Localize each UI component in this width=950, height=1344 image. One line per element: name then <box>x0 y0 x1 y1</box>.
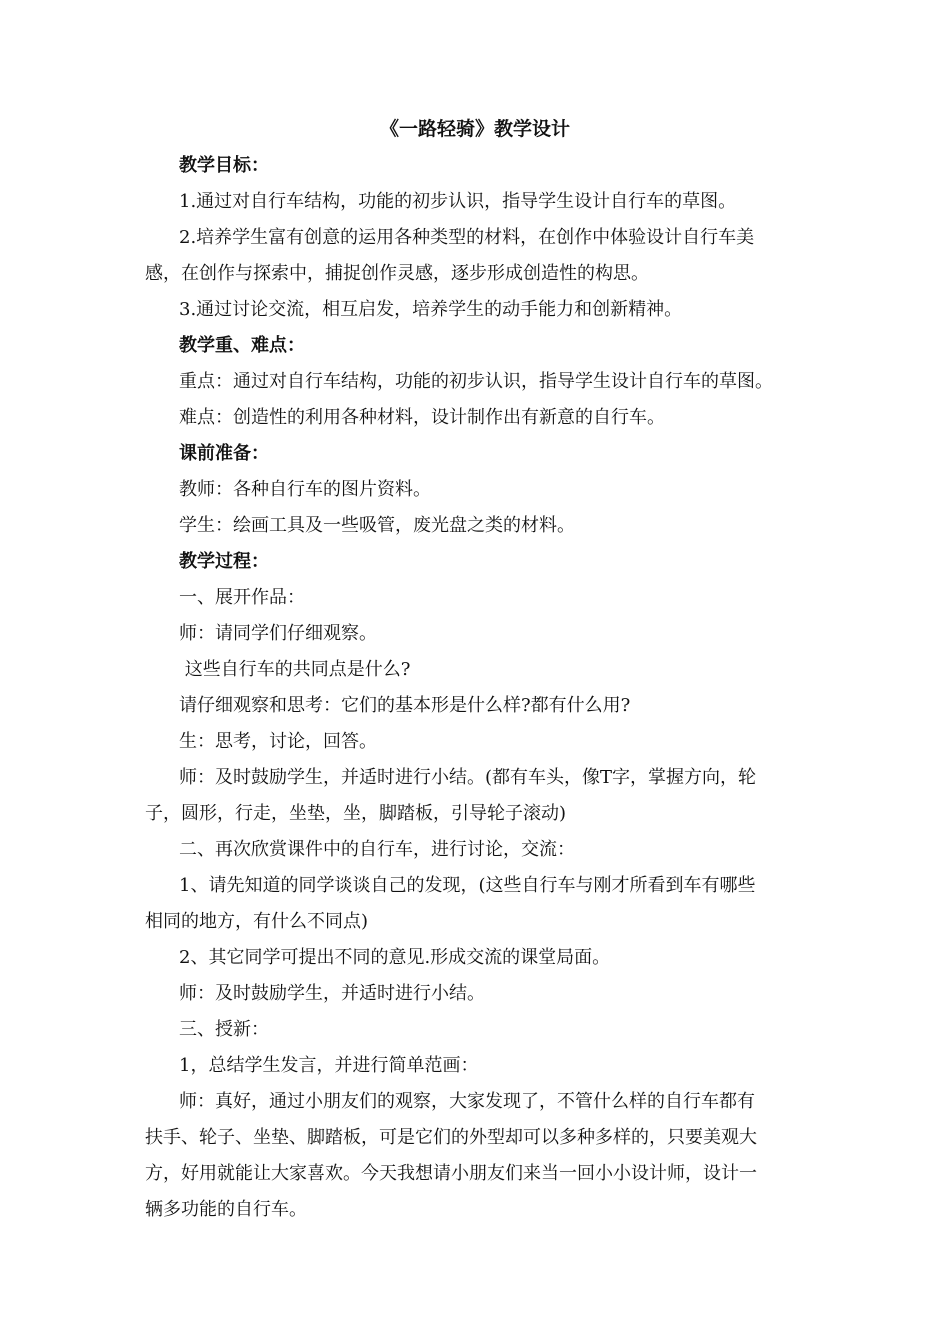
paragraph-line: 师：及时鼓励学生，并适时进行小结。(都有车头，像T字，掌握方向，轮 <box>179 767 757 788</box>
paragraph-line: 师：及时鼓励学生，并适时进行小结。 <box>179 983 485 1004</box>
paragraph-line: 辆多功能的自行车。 <box>145 1199 307 1220</box>
paragraph-line: 师：真好，通过小朋友们的观察，大家发现了，不管什么样的自行车都有 <box>179 1091 755 1112</box>
paragraph-line: 一、展开作品： <box>179 587 305 608</box>
paragraph-line: 二、再次欣赏课件中的自行车，进行讨论，交流： <box>179 839 575 860</box>
paragraph-line: 教师：各种自行车的图片资料。 <box>179 479 431 500</box>
paragraph-line: 生：思考，讨论，回答。 <box>179 731 377 752</box>
paragraph-line: 1.通过对自行车结构，功能的初步认识，指导学生设计自行车的草图。 <box>179 191 737 212</box>
paragraph-line: 三、授新： <box>179 1019 269 1040</box>
document-title: 《一路轻骑》教学设计 <box>379 118 570 140</box>
heading-process: 教学过程： <box>179 551 269 572</box>
paragraph-line: 相同的地方，有什么不同点) <box>145 911 369 932</box>
paragraph-line: 师：请同学们仔细观察。 <box>179 623 377 644</box>
paragraph-line: 2.培养学生富有创意的运用各种类型的材料，在创作中体验设计自行车美 <box>179 227 755 248</box>
heading-preparation: 课前准备： <box>179 443 269 464</box>
heading-key-points: 教学重、难点： <box>179 335 305 356</box>
paragraph-line: 请仔细观察和思考：它们的基本形是什么样?都有什么用? <box>179 695 631 716</box>
paragraph-line: 这些自行车的共同点是什么? <box>179 659 411 680</box>
heading-teaching-goals: 教学目标： <box>179 155 269 176</box>
paragraph-line: 感，在创作与探索中，捕捉创作灵感，逐步形成创造性的构思。 <box>145 263 649 284</box>
paragraph-line: 1，总结学生发言，并进行简单范画： <box>179 1055 479 1076</box>
paragraph-line: 子，圆形，行走，坐垫，坐，脚踏板，引导轮子滚动) <box>145 803 567 824</box>
paragraph-line: 难点：创造性的利用各种材料，设计制作出有新意的自行车。 <box>179 407 665 428</box>
paragraph-line: 重点：通过对自行车结构，功能的初步认识，指导学生设计自行车的草图。 <box>179 371 773 392</box>
paragraph-line: 扶手、轮子、坐垫、脚踏板，可是它们的外型却可以多种多样的，只要美观大 <box>145 1127 757 1148</box>
paragraph-line: 2、其它同学可提出不同的意见.形成交流的课堂局面。 <box>179 947 611 968</box>
paragraph-line: 1、请先知道的同学谈谈自己的发现，(这些自行车与刚才所看到车有哪些 <box>179 875 756 896</box>
paragraph-line: 3.通过讨论交流，相互启发，培养学生的动手能力和创新精神。 <box>179 299 683 320</box>
paragraph-line: 方，好用就能让大家喜欢。今天我想请小朋友们来当一回小小设计师，设计一 <box>145 1163 757 1184</box>
paragraph-line: 学生：绘画工具及一些吸管，废光盘之类的材料。 <box>179 515 575 536</box>
